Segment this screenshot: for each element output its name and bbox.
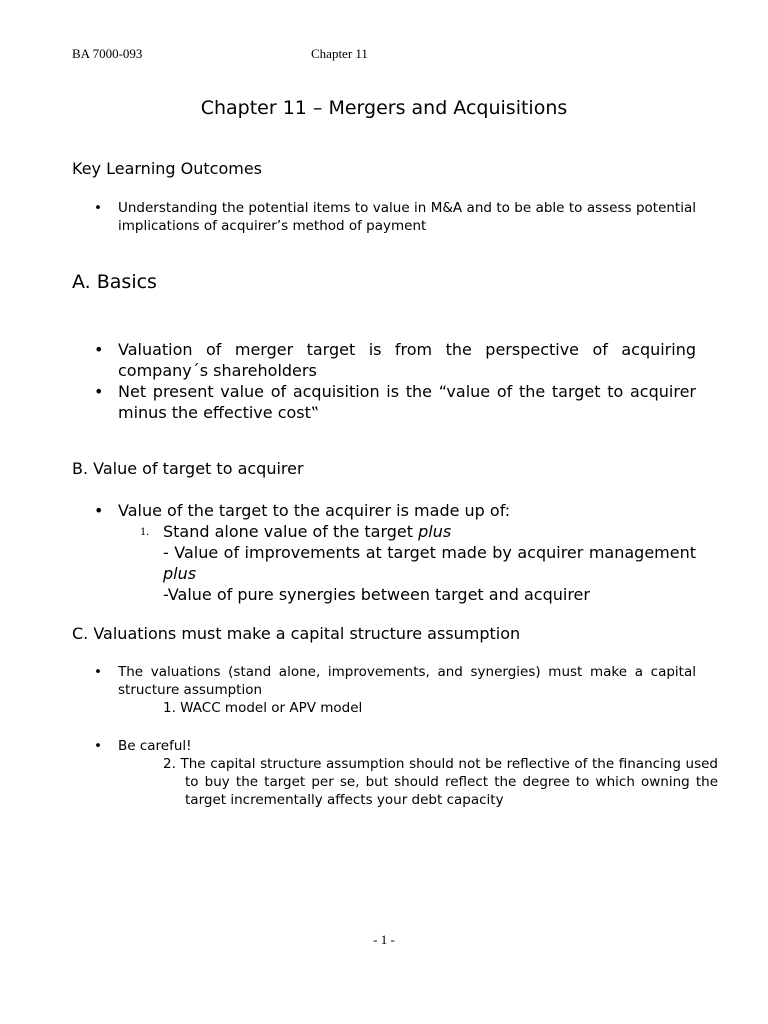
section-c-sub-1: 1. WACC model or APV model [163, 700, 363, 716]
bullet-icon: • [94, 200, 102, 216]
section-b-dash-1-plus: plus [163, 564, 197, 583]
header-course: BA 7000-093 [72, 46, 143, 61]
page-number: - 1 - [373, 932, 395, 947]
section-b-dash-1 [163, 542, 696, 584]
bullet-icon: • [94, 738, 102, 754]
section-b-item-number: 1. [140, 524, 149, 538]
section-b-bullet: Value of the target to the acquirer is made up of: [118, 501, 511, 520]
section-a-item-2: Net present value of acquisition is the “value of the target to acquirer minus the effective cost‟ [118, 382, 696, 422]
section-b-item-1-plus: plus [418, 522, 452, 541]
bullet-icon: • [94, 340, 104, 359]
key-outcome-item: Understanding the potential items to value in M&A and to be able to assess potential implications of acquirer’s method of payment [118, 200, 696, 234]
section-c-bullet-2: Be careful! [118, 738, 192, 754]
section-c-heading: C. Valuations must make a capital structure assumption [72, 624, 521, 643]
page-title: Chapter 11 – Mergers and Acquisitions [200, 97, 568, 119]
section-a-item-1: Valuation of merger target is from the perspective of acquiring company´s shareholders [118, 340, 696, 380]
section-b-item-1-text: Stand alone value of the target [163, 522, 414, 541]
section-b-heading: B. Value of target to acquirer [72, 459, 304, 478]
header-chapter: Chapter 11 [311, 46, 368, 61]
section-b-item-1 [163, 521, 451, 542]
key-outcomes-heading: Key Learning Outcomes [72, 159, 262, 178]
section-b-dash-2: -Value of pure synergies between target and acquirer [163, 585, 590, 604]
section-a-heading: A. Basics [72, 271, 157, 293]
section-c-sub-2: 2. The capital structure assumption should not be reflective of the financing used to buy the target per se, but should reflect the degree to which owning the target incrementally affects your debt capacity [163, 756, 718, 808]
bullet-icon: • [94, 664, 102, 680]
bullet-icon: • [94, 501, 104, 520]
section-b-dash-1-text: - Value of improvements at target made by acquirer management [163, 543, 696, 562]
section-c-bullet-1: The valuations (stand alone, improvements, and synergies) must make a capital structure assumption [118, 664, 696, 698]
bullet-icon: • [94, 382, 104, 401]
